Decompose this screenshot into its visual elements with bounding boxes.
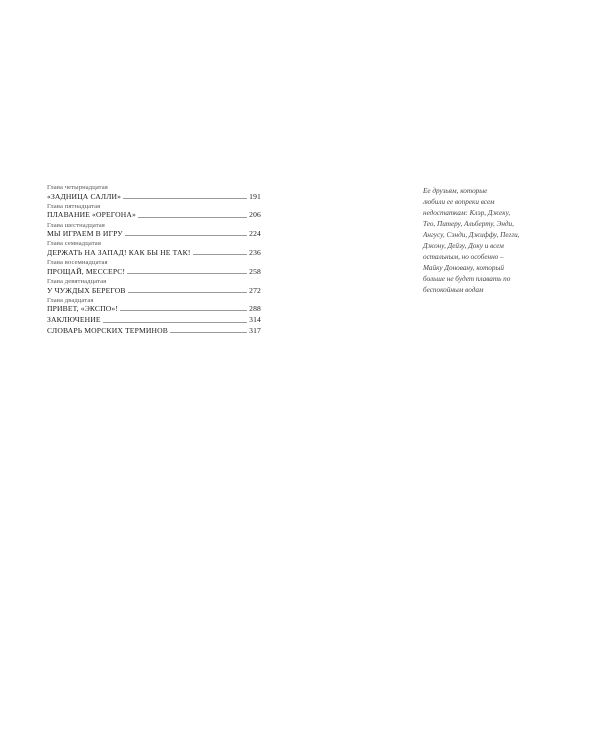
dot-leader xyxy=(193,254,248,255)
toc-row xyxy=(47,286,261,296)
toc-entry-14 xyxy=(47,184,261,201)
dot-leader xyxy=(120,310,247,311)
dot-leader xyxy=(138,217,247,218)
page-number: 191 xyxy=(249,191,261,201)
chapter-title: ДЕРЖАТЬ НА ЗАПАД! КАК БЫ НЕ ТАК! xyxy=(47,247,191,257)
toc-entry-19 xyxy=(47,278,261,295)
dedication xyxy=(423,186,563,296)
chapter-label: Глава двадцатая xyxy=(47,296,94,304)
dot-leader xyxy=(125,235,247,236)
chapter-label: Глава шестнадцатая xyxy=(47,221,105,229)
chapter-title: ЗАКЛЮЧЕНИЕ xyxy=(47,315,101,325)
page-number: 258 xyxy=(249,266,261,276)
chapter-label: Глава пятнадцатая xyxy=(47,202,101,210)
chapter-title: МЫ ИГРАЕМ В ИГРУ xyxy=(47,229,123,239)
chapter-label: Глава девятнадцатая xyxy=(47,277,107,285)
chapter-label: Глава семнадцатая xyxy=(47,240,101,248)
page-number: 272 xyxy=(249,285,261,295)
chapter-title: У ЧУЖДЫХ БЕРЕГОВ xyxy=(47,285,126,295)
page-number: 236 xyxy=(249,247,261,257)
toc-row xyxy=(47,267,261,277)
chapter-title: ПЛАВАНИЕ «ОРЕГОНА» xyxy=(47,210,136,220)
page-number: 206 xyxy=(249,210,261,220)
toc-entry-15 xyxy=(47,203,261,220)
page-number: 314 xyxy=(249,315,261,325)
chapter-title: ПРИВЕТ, «ЭКСПО»! xyxy=(47,304,119,314)
chapter-label: Глава четырнадцатая xyxy=(47,184,108,191)
toc-entry-17 xyxy=(47,240,261,257)
toc-row xyxy=(47,192,261,202)
chapter-label: Глава восемнадцатая xyxy=(47,259,108,267)
toc-row xyxy=(47,248,261,258)
toc-entry-16 xyxy=(47,222,261,239)
toc-row xyxy=(47,229,261,239)
dot-leader xyxy=(170,332,247,333)
dot-leader xyxy=(128,292,248,293)
dot-leader xyxy=(127,273,247,274)
chapter-title: ПРОЩАЙ, МЕССЕРС! xyxy=(47,266,126,276)
table-of-contents xyxy=(47,184,261,336)
dedication-line: Тео, Питеру, Альберту, Энди, xyxy=(423,220,514,228)
dedication-line: Майку Доновану, который xyxy=(423,264,504,272)
dedication-line: беспокойным водам xyxy=(423,286,484,294)
page-number: 288 xyxy=(249,304,261,314)
toc-row xyxy=(47,326,261,336)
dot-leader xyxy=(103,322,247,323)
toc-row xyxy=(47,315,261,325)
dedication-line: Джону, Дейзу, Доку и всем xyxy=(423,242,504,250)
chapter-title: СЛОВАРЬ МОРСКИХ ТЕРМИНОВ xyxy=(47,325,168,335)
dedication-line: больше не будет плавать по xyxy=(423,275,511,283)
page-number: 317 xyxy=(249,325,261,335)
chapter-title: «ЗАДНИЦА САЛЛИ» xyxy=(47,191,122,201)
dedication-line: Ее друзьям, которые xyxy=(423,187,488,195)
toc-row xyxy=(47,210,261,220)
toc-entry-conclusion xyxy=(47,315,261,325)
toc-entry-18 xyxy=(47,259,261,276)
dot-leader xyxy=(123,198,247,199)
toc-row xyxy=(47,304,261,314)
dedication-line: недостаткам: Клэр, Джеку, xyxy=(423,209,511,217)
dedication-line: остальным, но особенно – xyxy=(423,253,504,261)
page-number: 224 xyxy=(249,229,261,239)
toc-entry-glossary xyxy=(47,326,261,336)
toc-entry-20 xyxy=(47,297,261,314)
dedication-line: Ангусу, Сэнди, Джиффу, Пегги, xyxy=(423,231,520,239)
dedication-line: любили ее вопреки всем xyxy=(423,198,495,206)
